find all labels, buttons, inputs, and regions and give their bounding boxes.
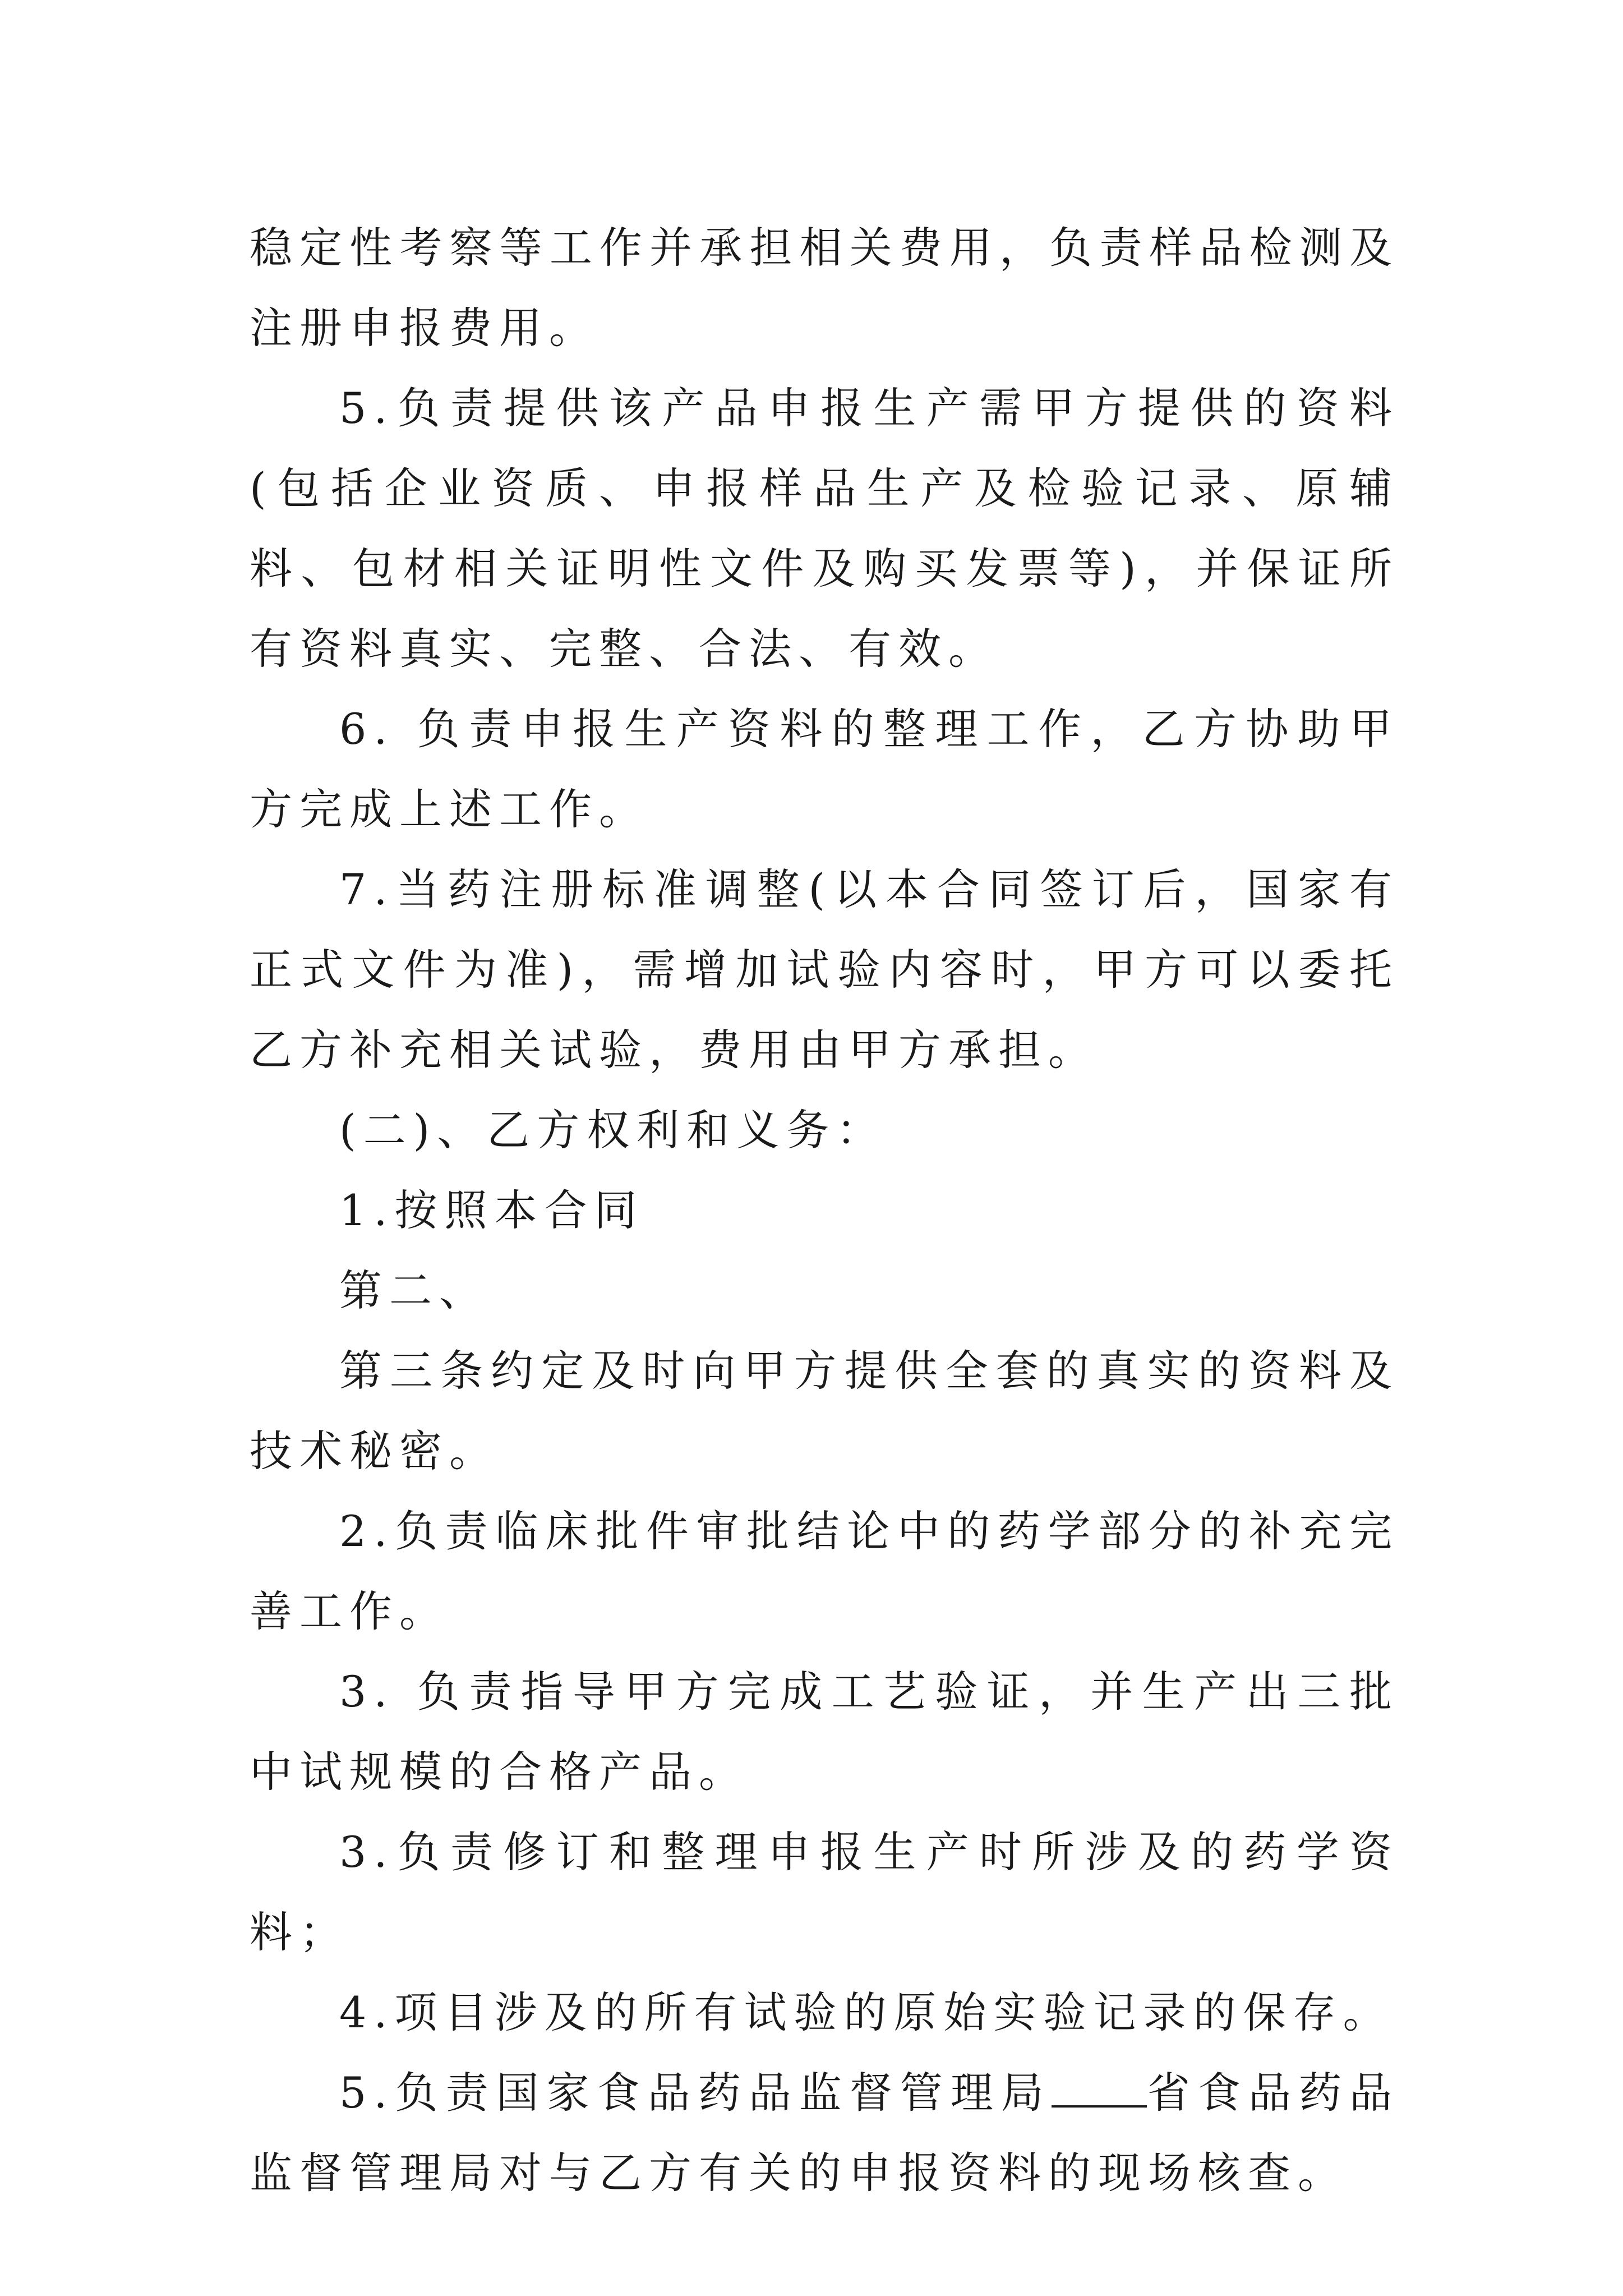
paragraph-item-5: 5.负责提供该产品申报生产需甲方提供的资料(包括企业资质、申报样品生产及检验记录、原辅料、包材相关证明性文件及购买发票等)，并保证所有资料真实、完整、合法、有效。 xyxy=(250,383,1399,674)
paragraph-item-6: 6. 负责申报生产资料的整理工作，乙方协助甲方完成上述工作。 xyxy=(250,704,1399,834)
section-heading-party-b: (二)、乙方权利和义务： xyxy=(339,1105,887,1155)
document-body xyxy=(250,208,1399,2213)
fill-in-blank xyxy=(1052,2072,1147,2108)
paragraph-continuation: 稳定性考察等工作并承担相关费用，负责样品检测及注册申报费用。 xyxy=(250,223,1399,353)
paragraph-b-item-2: 2.负责临床批件审批结论中的药学部分的补充完善工作。 xyxy=(250,1506,1399,1636)
item-5-text-before-blank: 5.负责国家食品药品监督管理局 xyxy=(339,2068,1052,2118)
paragraph-b-item-3b: 3.负责修订和整理申报生产时所涉及的药学资料； xyxy=(250,1827,1399,1957)
paragraph-article-2: 第二、 xyxy=(339,1266,489,1315)
paragraph-item-7: 7.当药注册标准调整(以本合同签订后，国家有正式文件为准)，需增加试验内容时，甲方可以委托乙方补充相关试验，费用由甲方承担。 xyxy=(250,864,1399,1075)
item-5-text-after-blank: 省食品药品监督管理局对与乙方有关的申报资料的现场核查。 xyxy=(250,2068,1400,2198)
paragraph-b-item-1: 1.按照本合同 xyxy=(339,1185,644,1235)
paragraph-b-item-3a: 3. 负责指导甲方完成工艺验证，并生产出三批中试规模的合格产品。 xyxy=(250,1667,1399,1797)
paragraph-article-3: 第三条约定及时向甲方提供全套的真实的资料及技术秘密。 xyxy=(250,1346,1399,1476)
paragraph-b-item-4: 4.项目涉及的所有试验的原始实验记录的保存。 xyxy=(339,1987,1393,2037)
paragraph-b-item-5 xyxy=(250,2053,1399,2213)
